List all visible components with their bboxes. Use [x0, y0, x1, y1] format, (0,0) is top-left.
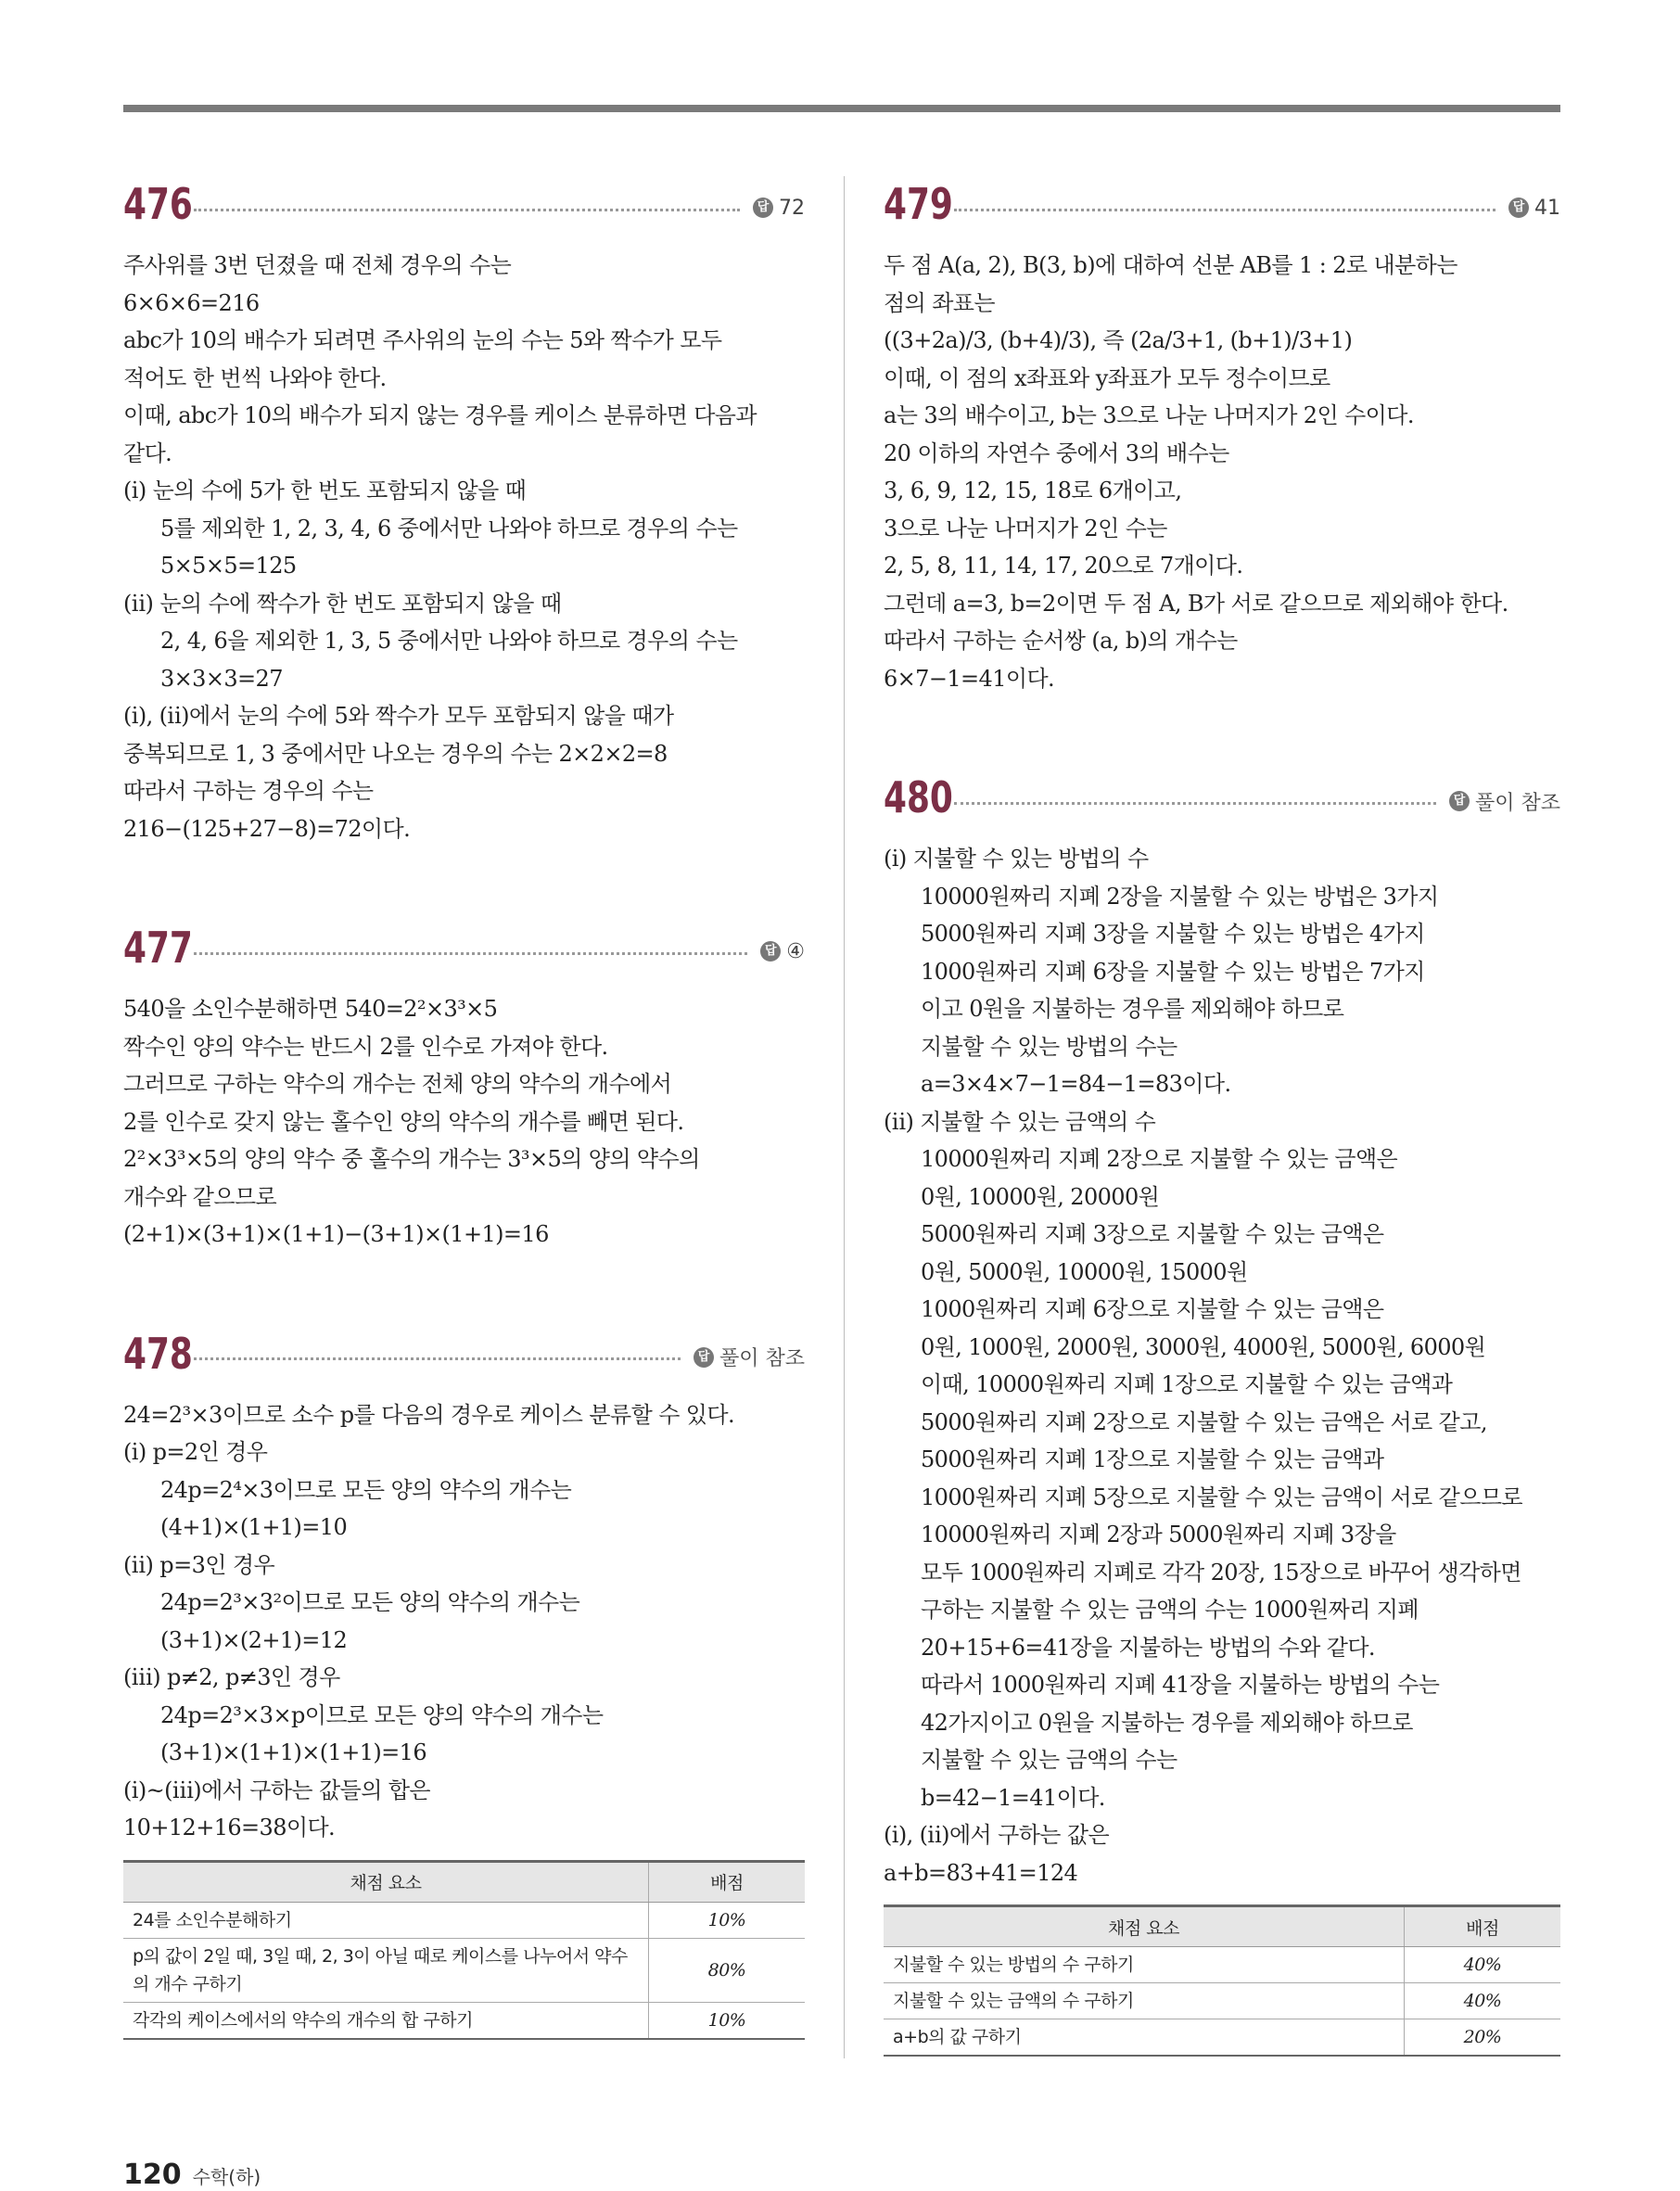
solution-line: 540을 소인수분해하면 540=2²×3³×5: [123, 996, 498, 1022]
table-row: [123, 2002, 805, 2039]
solution-line: (ⅰ), (ⅱ)에서 구하는 값은: [884, 1822, 1110, 1848]
solution-line: 0원, 10000원, 20000원: [921, 1183, 1160, 1210]
problem-number: 476: [123, 179, 193, 229]
solution-line: 3으로 나눈 나머지가 2인 수는: [884, 515, 1167, 541]
dotted-leader: [194, 1357, 681, 1360]
problem-header: [123, 920, 805, 975]
solution-line: 5000원짜리 지폐 3장을 지불할 수 있는 방법은 4가지: [921, 921, 1425, 947]
solution-line: 10000원짜리 지폐 2장을 지불할 수 있는 방법은 3가지: [921, 883, 1439, 910]
problem-480: [884, 770, 1560, 2057]
solution-line: a+b=83+41=124: [884, 1859, 1078, 1886]
points-cell: 40%: [1405, 1983, 1561, 2019]
solution-line: (4+1)×(1+1)=10: [160, 1514, 348, 1540]
solution-line: 그런데 a=3, b=2이면 두 점 A, B가 서로 같으므로 제외해야 한다.: [884, 590, 1508, 617]
solution-line: 따라서 구하는 경우의 수는: [123, 778, 374, 804]
solution-line: 구하는 지불할 수 있는 금액의 수는 1000원짜리 지폐: [921, 1597, 1419, 1623]
table-row: [884, 1983, 1560, 2019]
solution-line: 같다.: [123, 439, 172, 466]
answer: [1449, 787, 1560, 816]
left-column: [123, 176, 805, 2112]
solution-line: 따라서 구하는 순서쌍 (a, b)의 개수는: [884, 628, 1238, 654]
solution-line: (ⅲ) p≠2, p≠3인 경우: [123, 1664, 340, 1690]
solution-line: 적어도 한 번씩 나와야 한다.: [123, 364, 387, 391]
solution-line: 1000원짜리 지폐 6장으로 지불할 수 있는 금액은: [921, 1296, 1384, 1322]
solution-line: 24p=2³×3²이므로 모든 양의 약수의 개수는: [160, 1589, 580, 1615]
solution-line: 모두 1000원짜리 지폐로 각각 20장, 15장으로 바꾸어 생각하면: [921, 1559, 1521, 1586]
solution-line: (ⅱ) 눈의 수에 짝수가 한 번도 포함되지 않을 때: [123, 590, 562, 617]
solution-line: 3, 6, 9, 12, 15, 18로 6개이고,: [884, 478, 1182, 503]
solution-line: 짝수인 양의 약수는 반드시 2를 인수로 가져야 한다.: [123, 1033, 608, 1060]
solution-line: abc가 10의 배수가 되려면 주사위의 눈의 수는 5와 짝수가 모두: [123, 327, 722, 353]
solution-line: (ⅱ) 지불할 수 있는 금액의 수: [884, 1108, 1156, 1135]
solution-line: 지불할 수 있는 방법의 수는: [921, 1033, 1177, 1060]
answer-badge-icon: 답: [1508, 197, 1529, 218]
solution-line: ((3+2a)/3, (b+4)/3), 즉 (2a/3+1, (b+1)/3+1): [884, 327, 1353, 353]
solution-line: 1000원짜리 지폐 6장을 지불할 수 있는 방법은 7가지: [921, 958, 1425, 985]
table-header-row: [884, 1906, 1560, 1947]
answer: [760, 940, 805, 963]
solution-line: 두 점 A(a, 2), B(3, b)에 대하여 선분 AB를 1 : 2로 내분하는: [884, 252, 1457, 278]
header-criteria: 채점 요소: [123, 1861, 649, 1902]
solution-line: (3+1)×(1+1)×(1+1)=16: [160, 1739, 426, 1765]
solution-line: 0원, 1000원, 2000원, 3000원, 4000원, 5000원, 6000원: [921, 1333, 1486, 1360]
solution-line: (ⅰ) 지불할 수 있는 방법의 수: [884, 846, 1149, 872]
solution-line: 이때, abc가 10의 배수가 되지 않는 경우를 케이스 분류하면 다음과: [123, 402, 757, 428]
solution-line: 주사위를 3번 던졌을 때 전체 경우의 수는: [123, 252, 512, 278]
solution-line: 10+12+16=38이다.: [123, 1815, 336, 1841]
solution-line: 이때, 이 점의 x좌표와 y좌표가 모두 정수이므로: [884, 364, 1330, 391]
solution-line: 이고 0원을 지불하는 경우를 제외해야 하므로: [921, 996, 1344, 1022]
problem-477: [123, 920, 805, 1254]
solution-line: 6×6×6=216: [123, 289, 260, 316]
solution-line: 20 이하의 자연수 중에서 3의 배수는: [884, 439, 1229, 466]
scoring-table: [884, 1904, 1560, 2057]
problem-479: [884, 176, 1560, 697]
solution-line: 0원, 5000원, 10000원, 15000원: [921, 1258, 1248, 1285]
solution-line: 2, 5, 8, 11, 14, 17, 20으로 7개이다.: [884, 553, 1243, 579]
solution-line: 5를 제외한 1, 2, 3, 4, 6 중에서만 나와야 하므로 경우의 수는: [160, 515, 738, 541]
dotted-leader: [194, 952, 747, 955]
solution-line: 24p=2³×3×p이므로 모든 양의 약수의 개수는: [160, 1701, 604, 1728]
table-row: [123, 1938, 805, 2002]
solution-line: 점의 좌표는: [884, 289, 995, 316]
criteria-cell: 각각의 케이스에서의 약수의 개수의 합 구하기: [123, 2002, 649, 2039]
solution-line: 지불할 수 있는 금액의 수는: [921, 1747, 1177, 1773]
answer-badge-icon: 답: [694, 1347, 714, 1368]
solution-line: 개수와 같으므로: [123, 1183, 277, 1210]
answer-value: ④: [786, 939, 805, 963]
criteria-cell: 24를 소인수분해하기: [123, 1902, 649, 1938]
solution-line: (ⅱ) p=3인 경우: [123, 1551, 275, 1578]
column-divider: [844, 176, 845, 2058]
scoring-table: [123, 1860, 805, 2040]
problem-header: [123, 1326, 805, 1382]
solution-line: 이때, 10000원짜리 지폐 1장으로 지불할 수 있는 금액과: [921, 1371, 1453, 1397]
page-footer: [123, 2159, 261, 2191]
problem-478: [123, 1326, 805, 2040]
solution-line: 2를 인수로 갖지 않는 홀수인 양의 약수의 개수를 빼면 된다.: [123, 1108, 684, 1135]
table-header-row: [123, 1861, 805, 1902]
table-row: [884, 2019, 1560, 2057]
answer-badge-icon: 답: [760, 941, 781, 962]
answer: [1508, 197, 1560, 220]
problem-number: 479: [884, 179, 953, 229]
header-points: 배점: [1405, 1906, 1561, 1947]
solution-line: (ⅰ), (ⅱ)에서 눈의 수에 5와 짝수가 모두 포함되지 않을 때가: [123, 703, 674, 729]
solution-line: 24p=2⁴×3이므로 모든 양의 약수의 개수는: [160, 1476, 572, 1503]
table-row: [123, 1902, 805, 1938]
answer-badge-icon: 답: [753, 197, 773, 218]
criteria-cell: 지불할 수 있는 방법의 수 구하기: [884, 1947, 1405, 1983]
dotted-leader: [194, 209, 740, 211]
solution-line: (ⅰ) p=2인 경우: [123, 1439, 268, 1465]
problem-number: 478: [123, 1328, 193, 1379]
solution-line: 2²×3³×5의 양의 약수 중 홀수의 개수는 3³×5의 양의 약수의: [123, 1146, 700, 1172]
table-row: [884, 1947, 1560, 1983]
solution-line: 10000원짜리 지폐 2장으로 지불할 수 있는 금액은: [921, 1146, 1398, 1172]
solution-line: 5000원짜리 지폐 1장으로 지불할 수 있는 금액과: [921, 1446, 1384, 1472]
header-points: 배점: [649, 1861, 806, 1902]
solution-line: a는 3의 배수이고, b는 3으로 나눈 나머지가 2인 수이다.: [884, 402, 1414, 428]
answer: [753, 197, 805, 220]
solution-line: 5×5×5=125: [160, 553, 297, 579]
solution-line: a=3×4×7−1=84−1=83이다.: [921, 1071, 1231, 1097]
solution-line: 6×7−1=41이다.: [884, 665, 1055, 692]
solution-line: 따라서 1000원짜리 지폐 41장을 지불하는 방법의 수는: [921, 1672, 1440, 1698]
solution-line: 5000원짜리 지폐 2장으로 지불할 수 있는 금액은 서로 같고,: [921, 1408, 1487, 1435]
solution-line: 2, 4, 6을 제외한 1, 3, 5 중에서만 나와야 하므로 경우의 수는: [160, 628, 738, 654]
solution-line: 3×3×3=27: [160, 665, 283, 692]
solution-line: b=42−1=41이다.: [921, 1784, 1105, 1811]
problem-header: [123, 176, 805, 232]
problem-number: 480: [884, 772, 953, 822]
answer-value: 풀이 참조: [1474, 791, 1560, 815]
solution-line: (ⅰ)~(ⅲ)에서 구하는 값들의 합은: [123, 1777, 430, 1803]
dotted-leader: [954, 209, 1495, 211]
book-title: 수학(하): [192, 2166, 261, 2188]
problem-header: [884, 770, 1560, 825]
points-cell: 10%: [649, 1902, 806, 1938]
answer: [694, 1343, 805, 1371]
right-column: [884, 176, 1560, 2129]
header-criteria: 채점 요소: [884, 1906, 1405, 1947]
solution-line: 그러므로 구하는 약수의 개수는 전체 양의 약수의 개수에서: [123, 1071, 672, 1097]
problem-number: 477: [123, 923, 193, 973]
points-cell: 80%: [649, 1938, 806, 2002]
solution-line: 20+15+6=41장을 지불하는 방법의 수와 같다.: [921, 1634, 1375, 1661]
solution-line: 10000원짜리 지폐 2장과 5000원짜리 지폐 3장을: [921, 1522, 1396, 1548]
solution-line: 1000원짜리 지폐 5장으로 지불할 수 있는 금액이 서로 같으므로: [921, 1484, 1523, 1510]
problem-476: [123, 176, 805, 847]
solution-line: 24=2³×3이므로 소수 p를 다음의 경우로 케이스 분류할 수 있다.: [123, 1401, 735, 1428]
points-cell: 20%: [1405, 2019, 1561, 2057]
solution-line: (3+1)×(2+1)=12: [160, 1626, 348, 1653]
points-cell: 10%: [649, 2002, 806, 2039]
answer-value: 풀이 참조: [719, 1347, 805, 1370]
criteria-cell: p의 값이 2일 때, 3일 때, 2, 3이 아닐 때로 케이스를 나누어서 약수의 개수 구하기: [123, 1938, 649, 2002]
solution-line: 중복되므로 1, 3 중에서만 나오는 경우의 수는 2×2×2=8: [123, 740, 668, 767]
solution-line: 42가지이고 0원을 지불하는 경우를 제외해야 하므로: [921, 1709, 1413, 1736]
criteria-cell: a+b의 값 구하기: [884, 2019, 1405, 2057]
solution-line: 5000원짜리 지폐 3장으로 지불할 수 있는 금액은: [921, 1221, 1384, 1247]
points-cell: 40%: [1405, 1947, 1561, 1983]
answer-badge-icon: 답: [1449, 791, 1470, 811]
answer-value: 72: [779, 196, 805, 220]
dotted-leader: [954, 802, 1436, 805]
page-number: 120: [123, 2159, 182, 2191]
criteria-cell: 지불할 수 있는 금액의 수 구하기: [884, 1983, 1405, 2019]
top-rule: [123, 105, 1560, 112]
solution-line: (2+1)×(3+1)×(1+1)−(3+1)×(1+1)=16: [123, 1221, 549, 1247]
answer-value: 41: [1534, 196, 1560, 220]
solution-line: (ⅰ) 눈의 수에 5가 한 번도 포함되지 않을 때: [123, 478, 527, 503]
solution-line: 216−(125+27−8)=72이다.: [123, 815, 411, 842]
problem-header: [884, 176, 1560, 232]
